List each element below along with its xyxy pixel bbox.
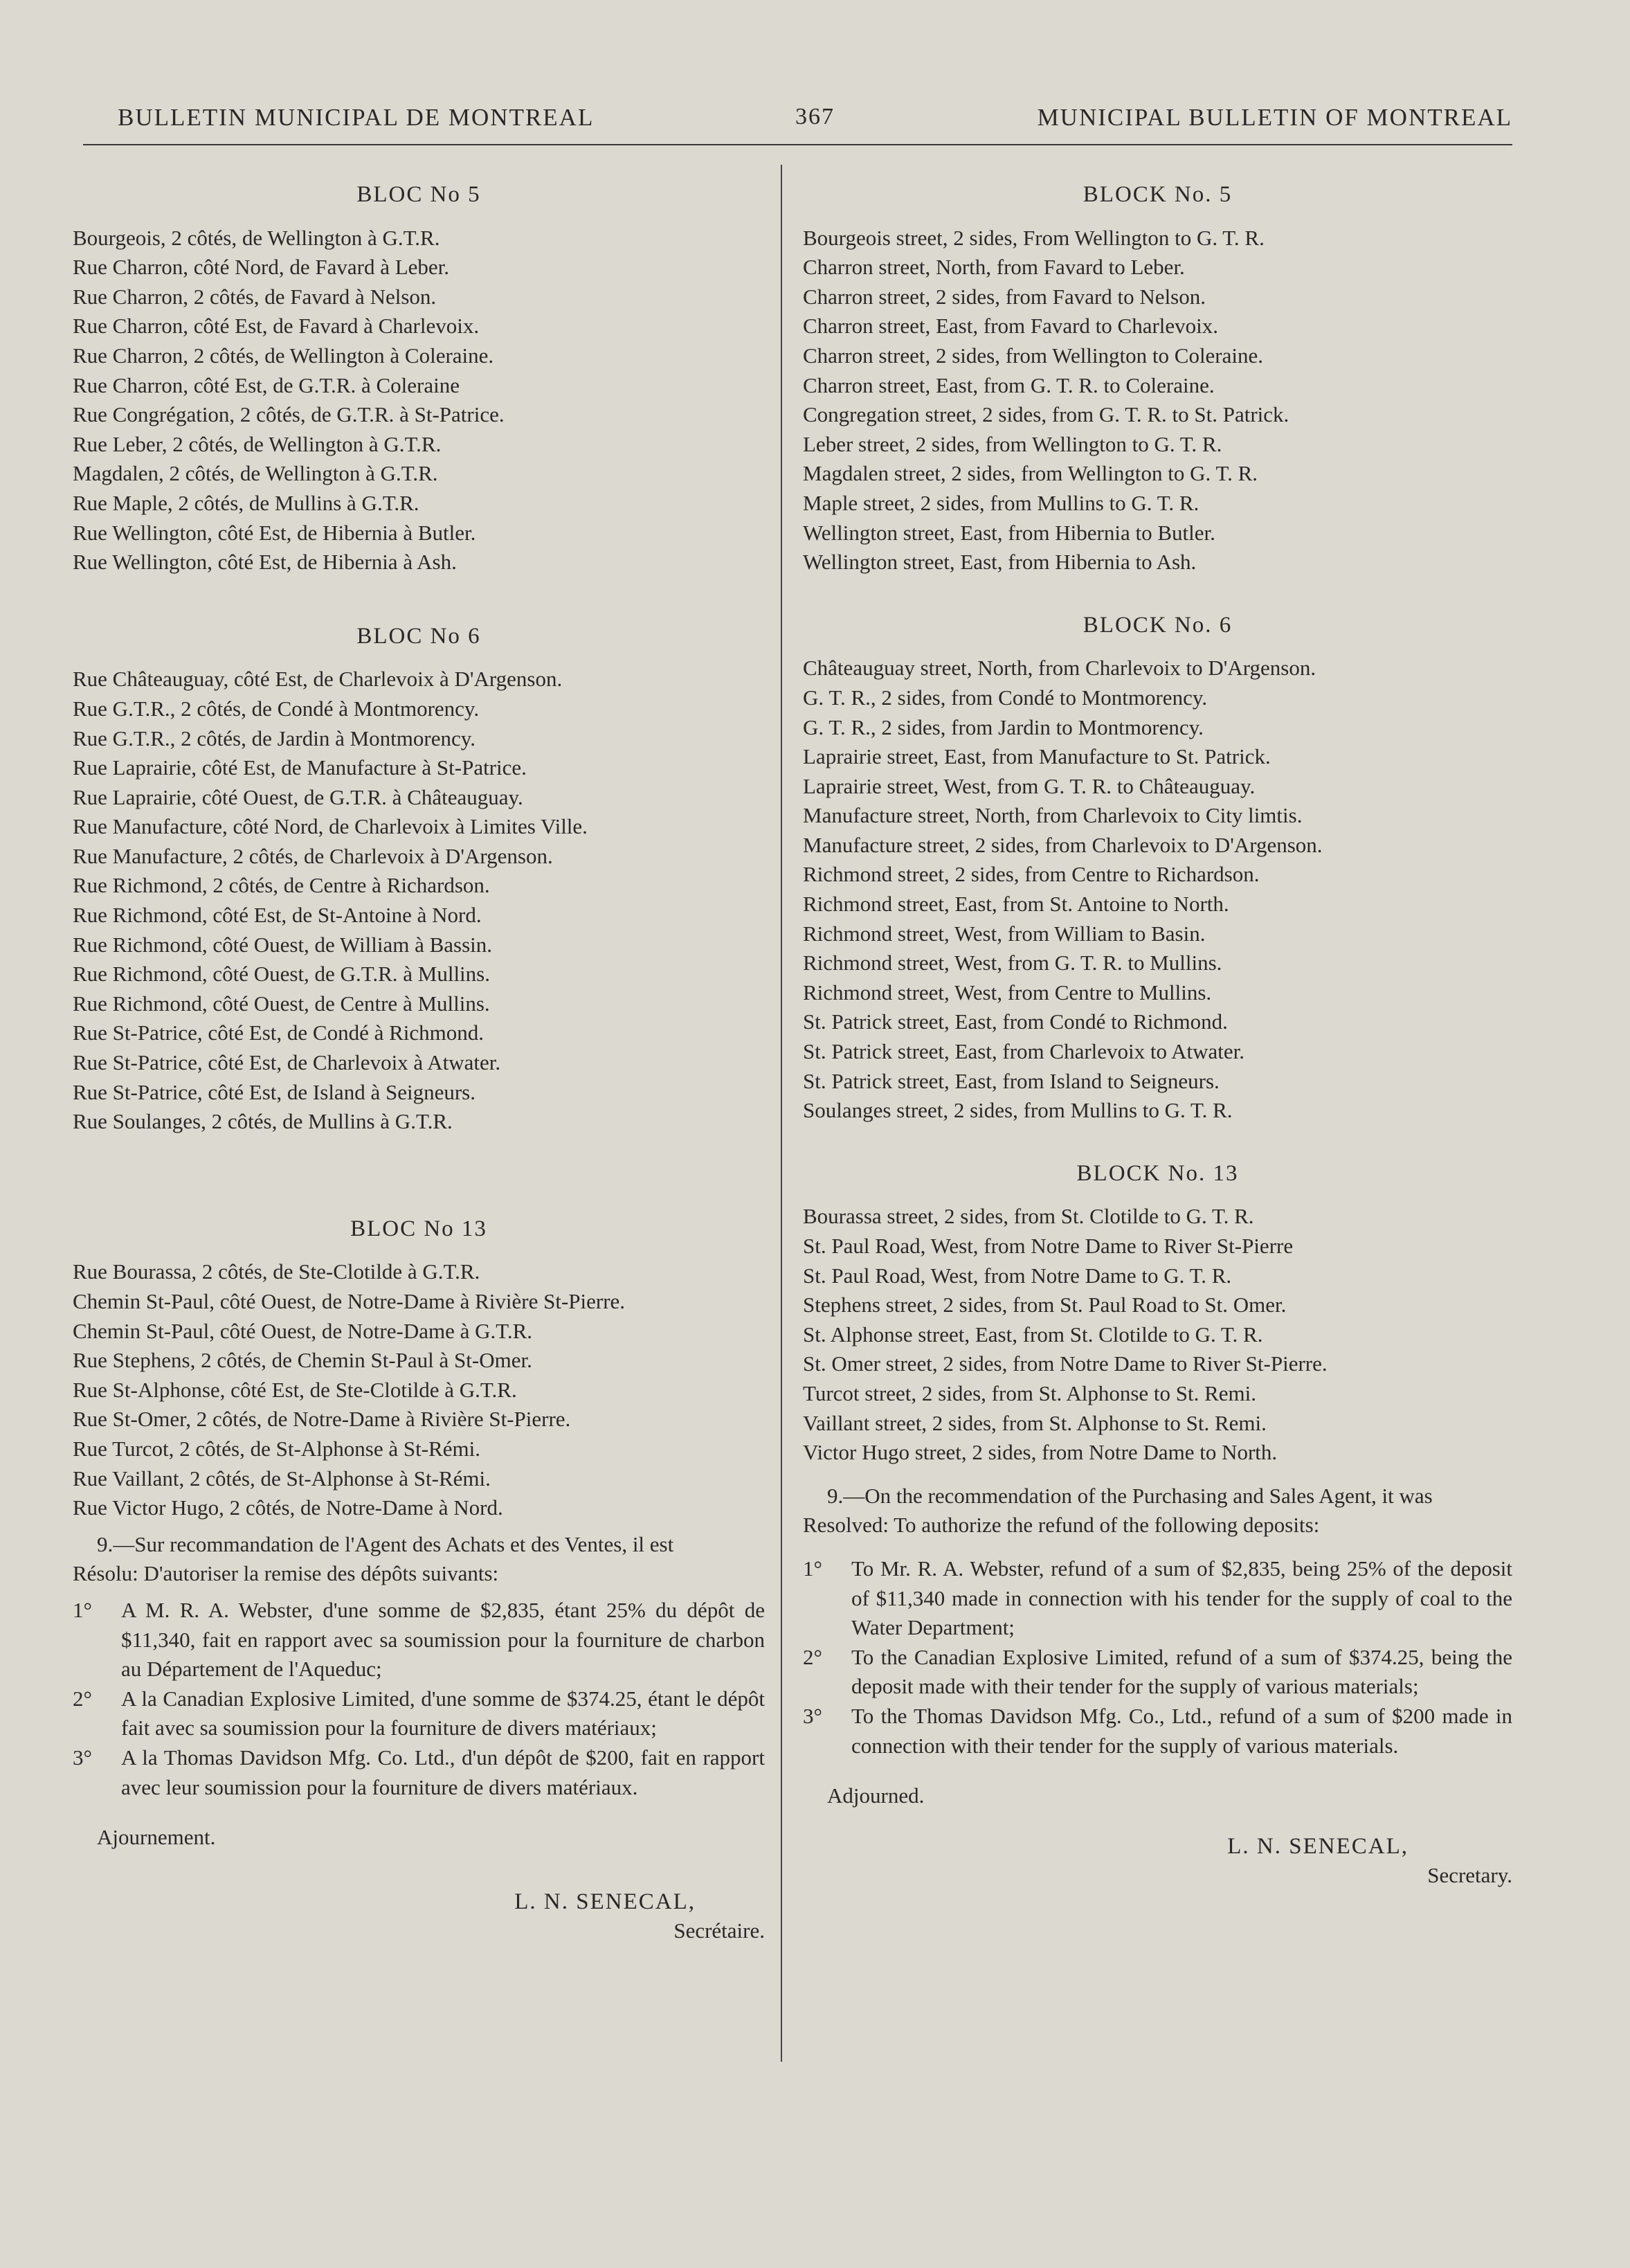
list-item: Rue Richmond, côté Est, de St-Antoine à Nord. [73,903,482,928]
header-right-title: MUNICIPAL BULLETIN OF MONTREAL [1037,104,1512,131]
refund-item [73,1743,765,1802]
resolution-intro: 9.—On the recommendation of the Purchasing and Sales Agent, it was [827,1483,1433,1508]
list-item: Richmond street, West, from G. T. R. to Mullins. [803,951,1222,975]
list-item: Vaillant street, 2 sides, from St. Alphonse to St. Remi. [803,1410,1267,1435]
block6-heading: BLOCK No. 6 [1083,612,1233,638]
list-item: Chemin St-Paul, côté Ouest, de Notre-Dame à G.T.R. [73,1318,533,1343]
list-item: G. T. R., 2 sides, from Condé to Montmorency. [803,685,1208,710]
list-item: St. Omer street, 2 sides, from Notre Dame to River St-Pierre. [803,1351,1328,1376]
refund-item [73,1684,765,1743]
item-number: 1° [73,1597,92,1622]
refund-item [73,1596,765,1684]
list-item: Charron street, North, from Favard to Leber. [803,255,1185,280]
item-text: To the Thomas Davidson Mfg. Co., Ltd., refund of a sum of $200 made in connection with their tender for the supply of various materials. [851,1703,1512,1758]
page-number: 367 [795,104,835,129]
list-item: Charron street, East, from G. T. R. to Coleraine. [803,372,1215,397]
resolved-text: Résolu: D'autoriser la remise des dépôts suivants: [73,1561,499,1586]
list-item: Rue Charron, 2 côtés, de Favard à Nelson. [73,284,437,309]
list-item: Rue G.T.R., 2 côtés, de Condé à Montmorency. [73,696,480,721]
list-item: Richmond street, East, from St. Antoine to North. [803,892,1229,917]
list-item: Rue Richmond, côté Ouest, de Centre à Mullins. [73,991,490,1016]
list-item: Charron street, 2 sides, from Wellington to Coleraine. [803,343,1264,368]
list-item: Rue Bourassa, 2 côtés, de Ste-Clotilde à G.T.R. [73,1259,480,1284]
list-item: Bourgeois, 2 côtés, de Wellington à G.T.R. [73,225,440,250]
list-item: Bourgeois street, 2 sides, From Wellington to G. T. R. [803,225,1265,250]
list-item: St. Paul Road, West, from Notre Dame to River St-Pierre [803,1234,1294,1258]
list-item: Wellington street, East, from Hibernia to Ash. [803,550,1197,575]
list-item: Rue Wellington, côté Est, de Hibernia à Butler. [73,520,476,545]
item-number: 1° [803,1556,822,1581]
list-item: Congregation street, 2 sides, from G. T. R. to St. Patrick. [803,402,1289,427]
list-item: St. Paul Road, West, from Notre Dame to G. T. R. [803,1263,1232,1288]
page-header [118,104,1512,145]
signature-name: L. N. SENECAL, [514,1889,696,1914]
list-item: Rue Stephens, 2 côtés, de Chemin St-Paul à St-Omer. [73,1348,532,1373]
list-item: Rue Soulanges, 2 côtés, de Mullins à G.T.R. [73,1109,453,1134]
list-item: Charron street, East, from Favard to Charlevoix. [803,314,1219,339]
list-item: Rue Laprairie, côté Est, de Manufacture à St-Patrice. [73,755,527,780]
list-item: Rue Vaillant, 2 côtés, de St-Alphonse à St-Rémi. [73,1466,491,1491]
list-item: Rue Laprairie, côté Ouest, de G.T.R. à Châteauguay. [73,784,523,809]
column-divider [781,165,782,2062]
list-item: Rue Richmond, 2 côtés, de Centre à Richardson. [73,873,490,898]
item-text: A M. R. A. Webster, d'une somme de $2,835, étant 25% du dépôt de $11,340, fait en rapport avec sa soumission pour la fourniture de charbon au Département de l'Aqueduc; [121,1597,765,1682]
bloc6-heading: BLOC No 6 [356,623,481,649]
item-number: 3° [803,1703,822,1728]
list-item: Stephens street, 2 sides, from St. Paul Road to St. Omer. [803,1293,1287,1317]
block5-list [803,224,1512,577]
list-item: Rue Leber, 2 côtés, de Wellington à G.T.R. [73,431,442,456]
resolution-intro: 9.—Sur recommandation de l'Agent des Achats et des Ventes, il est [97,1531,674,1556]
list-item: St. Patrick street, East, from Condé to Richmond. [803,1009,1228,1034]
list-item: Manufacture street, North, from Charlevoix to City limtis. [803,803,1303,828]
list-item: Maple street, 2 sides, from Mullins to G. T. R. [803,490,1199,515]
list-item: Magdalen street, 2 sides, from Wellington to G. T. R. [803,461,1258,486]
list-item: Laprairie street, East, from Manufacture to St. Patrick. [803,744,1271,769]
item-text: A la Canadian Explosive Limited, d'une somme de $374.25, étant le dépôt fait avec sa soumission pour la fourniture de divers matériaux; [121,1686,765,1740]
item-text: To Mr. R. A. Webster, refund of a sum of $2,835, being 25% of the deposit of $11,340 made in connection with his tender for the supply of coal to the Water Department; [851,1556,1512,1640]
english-column [803,180,1512,1891]
list-item: Richmond street, 2 sides, from Centre to Richardson. [803,862,1260,887]
list-item: Leber street, 2 sides, from Wellington to G. T. R. [803,431,1222,456]
header-left-title: BULLETIN MUNICIPAL DE MONTREAL [118,104,595,131]
list-item: Magdalen, 2 côtés, de Wellington à G.T.R. [73,461,438,486]
resolved-text: Resolved: To authorize the refund of the following deposits: [803,1513,1320,1538]
signature-title: Secretary. [1427,1863,1512,1888]
refund-item [803,1554,1512,1643]
list-item: Rue Charron, côté Est, de Favard à Charlevoix. [73,314,480,339]
list-item: Rue Manufacture, 2 côtés, de Charlevoix à D'Argenson. [73,843,553,868]
list-item: Rue Charron, côté Nord, de Favard à Leber. [73,255,450,280]
list-item: G. T. R., 2 sides, from Jardin to Montmorency. [803,714,1204,739]
refund-item [803,1643,1512,1702]
bloc6-list [73,665,765,1137]
list-item: Rue Manufacture, côté Nord, de Charlevoix à Limites Ville. [73,814,588,839]
french-column [73,180,765,1946]
item-text: To the Canadian Explosive Limited, refund of a sum of $374.25, being the deposit made with their tender for the supply of various materials; [851,1644,1512,1699]
list-item: St. Alphonse street, East, from St. Clotilde to G. T. R. [803,1322,1263,1347]
block6-list [803,654,1512,1126]
list-item: Laprairie street, West, from G. T. R. to Châteauguay. [803,773,1256,798]
list-item: Rue G.T.R., 2 côtés, de Jardin à Montmorency. [73,726,476,750]
block5-heading: BLOCK No. 5 [1083,182,1233,207]
list-item: Rue St-Alphonse, côté Est, de Ste-Clotilde à G.T.R. [73,1377,517,1402]
list-item: Richmond street, West, from Centre to Mullins. [803,980,1212,1005]
list-item: Charron street, 2 sides, from Favard to Nelson. [803,284,1206,309]
list-item: Victor Hugo street, 2 sides, from Notre Dame to North. [803,1440,1278,1465]
list-item: Rue St-Patrice, côté Est, de Condé à Richmond. [73,1020,485,1045]
list-item: Soulanges street, 2 sides, from Mullins to G. T. R. [803,1098,1233,1123]
item-number: 3° [73,1745,92,1770]
list-item: Bourassa street, 2 sides, from St. Clotilde to G. T. R. [803,1204,1254,1229]
list-item: Rue Congrégation, 2 côtés, de G.T.R. à St-Patrice. [73,402,505,427]
list-item: Rue Châteauguay, côté Est, de Charlevoix à D'Argenson. [73,667,563,692]
list-item: Rue St-Patrice, côté Est, de Charlevoix à Atwater. [73,1050,501,1075]
list-item: Rue Charron, 2 côtés, de Wellington à Coleraine. [73,343,494,368]
item-text: A la Thomas Davidson Mfg. Co. Ltd., d'un dépôt de $200, fait en rapport avec leur soumission pour la fourniture de divers matériaux. [121,1745,765,1799]
list-item: St. Patrick street, East, from Island to Seigneurs. [803,1068,1220,1093]
block13-list [803,1202,1512,1467]
block13-heading: BLOCK No. 13 [1076,1160,1239,1186]
signature-name: L. N. SENECAL, [1227,1833,1409,1859]
refund-item [803,1702,1512,1761]
bloc13-list [73,1257,765,1522]
list-item: Rue Turcot, 2 côtés, de St-Alphonse à St-Rémi. [73,1436,480,1461]
list-item: Rue Victor Hugo, 2 côtés, de Notre-Dame à Nord. [73,1495,503,1520]
item-number: 2° [73,1686,92,1711]
list-item: Rue St-Omer, 2 côtés, de Notre-Dame à Rivière St-Pierre. [73,1407,571,1432]
bloc13-heading: BLOC No 13 [350,1216,487,1241]
signature-title: Secrétaire. [673,1918,765,1943]
adjourned-text: Ajournement. [97,1825,216,1850]
list-item: Manufacture street, 2 sides, from Charlevoix to D'Argenson. [803,832,1323,857]
list-item: Rue Richmond, côté Ouest, de William à Bassin. [73,932,493,957]
list-item: Châteauguay street, North, from Charlevoix to D'Argenson. [803,656,1316,681]
list-item: Richmond street, West, from William to Basin. [803,921,1206,946]
adjourned-text: Adjourned. [827,1783,925,1808]
list-item: Rue Richmond, côté Ouest, de G.T.R. à Mullins. [73,962,490,987]
list-item: Turcot street, 2 sides, from St. Alphonse to St. Remi. [803,1380,1257,1405]
header-rule [83,144,1512,145]
list-item: Rue Charron, côté Est, de G.T.R. à Coleraine [73,372,460,397]
list-item: Wellington street, East, from Hibernia to Butler. [803,520,1215,545]
bloc5-list [73,224,765,577]
item-number: 2° [803,1644,822,1669]
list-item: Chemin St-Paul, côté Ouest, de Notre-Dame à Rivière St-Pierre. [73,1289,626,1313]
list-item: Rue Maple, 2 côtés, de Mullins à G.T.R. [73,490,419,515]
list-item: St. Patrick street, East, from Charlevoix to Atwater. [803,1039,1244,1064]
list-item: Rue Wellington, côté Est, de Hibernia à Ash. [73,550,457,575]
list-item: Rue St-Patrice, côté Est, de Island à Seigneurs. [73,1079,476,1104]
bloc5-heading: BLOC No 5 [356,182,481,207]
